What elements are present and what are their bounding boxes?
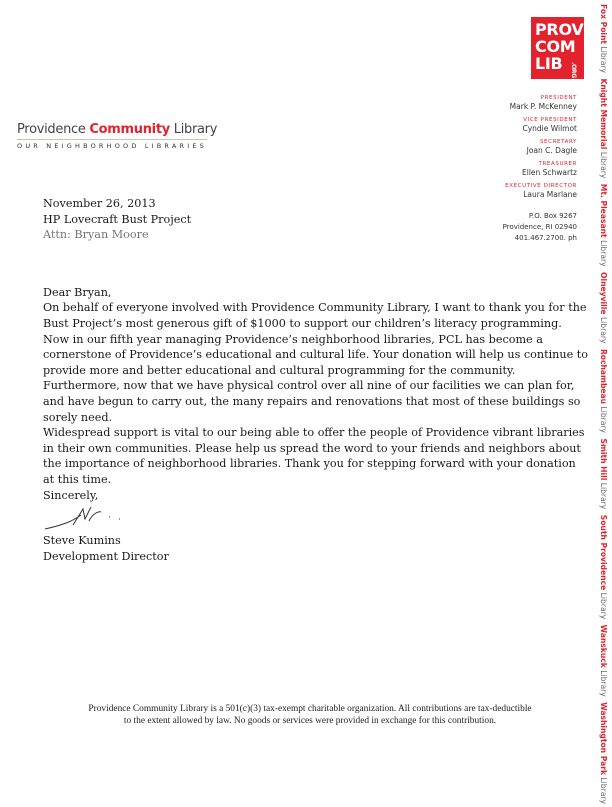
branch-suffix: Library bbox=[599, 406, 608, 434]
signature bbox=[43, 503, 588, 533]
officer-vice-president bbox=[437, 117, 577, 133]
officer-title: VICE PRESIDENT bbox=[523, 117, 577, 123]
recipient-organization: HP Lovecraft Bust Project bbox=[43, 212, 192, 226]
officer-treasurer bbox=[437, 161, 577, 177]
logo-line-3: LIB bbox=[535, 54, 563, 73]
tax-disclaimer bbox=[30, 703, 590, 727]
branch-name: Fox Point bbox=[599, 4, 608, 45]
signature-scribble-icon bbox=[43, 503, 153, 533]
disclaimer-line-1: Providence Community Library is a 501(c)(3) tax-exempt charitable organization. All contributions are tax-deductible bbox=[88, 704, 532, 714]
logo-org-suffix: .ORG bbox=[570, 62, 578, 78]
officer-name: Laura Marlane bbox=[523, 190, 577, 199]
paragraph-2: Widespread support is vital to our being able to offer the people of Providence vibrant libraries in their own communities. Please help us spread the word to your friends and neighbors about the importance of neighborhood libraries. Thank you for stepping forward with your donation at this time. bbox=[43, 426, 585, 486]
officer-president bbox=[437, 95, 577, 111]
salutation: Dear Bryan, bbox=[43, 285, 112, 299]
brand-tagline: OUR NEIGHBORHOOD LIBRARIES bbox=[17, 142, 207, 150]
paragraph-1: On behalf of everyone involved with Providence Community Library, I want to thank you for the Bust Project’s most generous gift of $1000 to support our children’s literacy programming. Now in our fifth year managing Providence’s neighborhood libraries, PCL has become a cornerstone of Providence’s educational and cultural life. Your donation will help us continue to provide more and better educational and cultural programming for the community. Furthermore, now that we have physical control over all nine of our facilities we can plan for, and have begun to carry out, the many repairs and renovations that most of these buildings so sorely need. bbox=[43, 301, 589, 424]
brand-suffix: Library bbox=[169, 122, 218, 137]
provcomlib-logo bbox=[531, 17, 584, 79]
branch-suffix: Library bbox=[599, 482, 608, 510]
branch-suffix: Library bbox=[599, 670, 608, 697]
branch-suffix: Library bbox=[599, 777, 608, 804]
letter-date: November 26, 2013 bbox=[43, 197, 156, 210]
recipient-block bbox=[43, 212, 588, 243]
officer-title: PRESIDENT bbox=[540, 95, 577, 101]
letter-body bbox=[43, 196, 588, 564]
brand-prefix: Providence bbox=[17, 122, 90, 137]
brand-name bbox=[17, 122, 217, 137]
branch-name: Rochambeau bbox=[599, 348, 608, 405]
officer-title: SECRETARY bbox=[539, 139, 577, 145]
officer-name: Cyndie Wilmot bbox=[522, 124, 577, 133]
officer-title: EXECUTIVE DIRECTOR bbox=[505, 183, 577, 189]
signer-name: Steve Kumins bbox=[43, 534, 121, 548]
branch-name: Wanskuck bbox=[599, 624, 608, 668]
branch-name: Mt. Pleasant bbox=[599, 183, 608, 238]
branch-suffix: Library bbox=[599, 316, 608, 344]
branch-name: Washington Park bbox=[599, 702, 608, 775]
branch-list bbox=[596, 4, 610, 807]
logo-line-1: PROV bbox=[535, 20, 584, 39]
branch-name: South Providence bbox=[599, 514, 608, 591]
brand-divider bbox=[17, 139, 207, 140]
disclaimer-line-2: to the extent allowed by law. No goods or services were provided in exchange for this contribution. bbox=[123, 716, 497, 726]
branch-list-vertical bbox=[594, 0, 612, 804]
branch-suffix: Library bbox=[599, 592, 608, 620]
recipient-attention: Attn: Bryan Moore bbox=[43, 228, 149, 242]
po-box: P.O. Box 9267 bbox=[528, 212, 577, 220]
closing: Sincerely, bbox=[43, 488, 99, 502]
branch-name: Smith Hill bbox=[599, 438, 608, 481]
officer-secretary bbox=[437, 139, 577, 155]
branch-suffix: Library bbox=[599, 151, 608, 179]
logo-line-2: COM bbox=[535, 37, 576, 56]
officer-title: TREASURER bbox=[538, 161, 577, 167]
brand-accent: Community bbox=[89, 122, 170, 137]
redacted-address bbox=[43, 249, 588, 285]
officer-name: Joan C. Dagle bbox=[526, 146, 577, 155]
branch-suffix: Library bbox=[599, 240, 608, 267]
city-state-zip: Providence, RI 02940 bbox=[502, 223, 577, 231]
phone-number: 401.467.2700. ph bbox=[514, 234, 577, 242]
officer-name: Ellen Schwartz bbox=[522, 168, 577, 177]
branch-suffix: Library bbox=[599, 46, 608, 74]
brand-header bbox=[17, 122, 217, 150]
branch-name: Olneyville bbox=[599, 272, 608, 315]
branch-name: Knight Memorial bbox=[599, 78, 608, 150]
officer-name: Mark P. McKenney bbox=[509, 102, 577, 111]
signer-title: Development Director bbox=[43, 549, 169, 563]
